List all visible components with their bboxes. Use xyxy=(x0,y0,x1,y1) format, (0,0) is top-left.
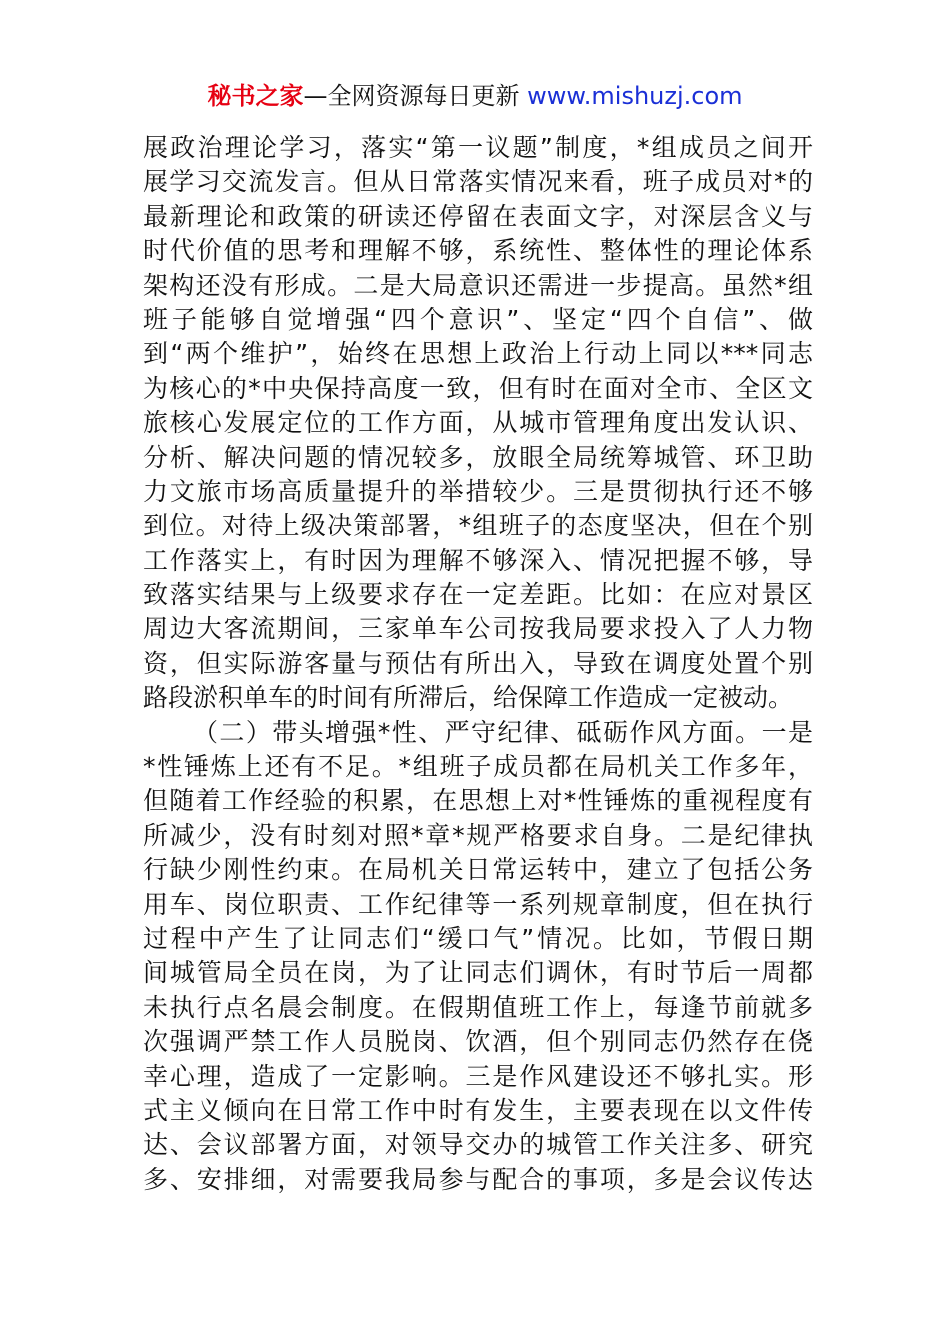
page-header xyxy=(0,80,950,112)
text-line: 间城管局全员在岗，为了让同志们调休，有时节后一周都 xyxy=(143,958,813,988)
text-line: 资，但实际游客量与预估有所出入，导致在调度处置个别 xyxy=(143,648,813,678)
paragraph-1 xyxy=(143,131,813,716)
document-body xyxy=(143,131,813,1197)
header-url-link[interactable]: www.mishuzj.com xyxy=(527,82,743,110)
text-line: 次强调严禁工作人员脱岗、饮酒，但个别同志仍然存在侥 xyxy=(143,1027,813,1057)
text-line: 到“两个维护”，始终在思想上政治上行动上同以***同志 xyxy=(143,339,813,369)
header-tagline: —全网资源每日更新 xyxy=(303,82,528,110)
text-line: 为核心的*中央保持高度一致，但有时在面对全市、全区文 xyxy=(143,373,813,403)
text-line: 班子能够自觉增强“四个意识”、坚定“四个自信”、做 xyxy=(143,304,813,334)
text-line: 架构还没有形成。二是大局意识还需进一步提高。虽然*组 xyxy=(143,270,813,300)
text-line: （二）带头增强*性、严守纪律、砥砺作风方面。一是 xyxy=(193,717,813,747)
text-line: 路段淤积单车的时间有所滞后，给保障工作造成一定被动。 xyxy=(143,683,794,713)
text-line: 式主义倾向在日常工作中时有发生，主要表现在以文件传 xyxy=(143,1095,813,1125)
text-line: 未执行点名晨会制度。在假期值班工作上，每逢节前就多 xyxy=(143,992,813,1022)
text-line: 分析、解决问题的情况较多，放眼全局统筹城管、环卫助 xyxy=(143,442,813,472)
text-line: 力文旅市场高质量提升的举措较少。三是贯彻执行还不够 xyxy=(143,476,813,506)
text-line: 过程中产生了让同志们“缓口气”情况。比如，节假日期 xyxy=(143,923,813,953)
text-line: 展学习交流发言。但从日常落实情况来看，班子成员对*的 xyxy=(143,167,813,197)
text-line: 所减少，没有时刻对照*章*规严格要求自身。二是纪律执 xyxy=(143,820,813,850)
text-line: 用车、岗位职责、工作纪律等一系列规章制度，但在执行 xyxy=(143,889,813,919)
text-line: *性锤炼上还有不足。*组班子成员都在局机关工作多年， xyxy=(143,752,813,782)
text-line: 展政治理论学习，落实“第一议题”制度，*组成员之间开 xyxy=(143,133,813,162)
text-line: 多、安排细，对需要我局参与配合的事项，多是会议传达 xyxy=(143,1164,813,1194)
text-line: 但随着工作经验的积累，在思想上对*性锤炼的重视程度有 xyxy=(143,786,813,816)
text-line: 达、会议部署方面，对领导交办的城管工作关注多、研究 xyxy=(143,1130,813,1160)
paragraph-2 xyxy=(143,716,813,1197)
text-line: 工作落实上，有时因为理解不够深入、情况把握不够，导 xyxy=(143,545,813,575)
text-line: 最新理论和政策的研读还停留在表面文字，对深层含义与 xyxy=(143,201,813,231)
header-brand: 秘书之家 xyxy=(207,82,304,110)
text-line: 致落实结果与上级要求存在一定差距。比如：在应对景区 xyxy=(143,580,813,610)
text-line: 旅核心发展定位的工作方面，从城市管理角度出发认识、 xyxy=(143,408,813,438)
text-line: 幸心理，造成了一定影响。三是作风建设还不够扎实。形 xyxy=(143,1061,813,1091)
text-line: 时代价值的思考和理解不够，系统性、整体性的理论体系 xyxy=(143,236,813,266)
text-line: 周边大客流期间，三家单车公司按我局要求投入了人力物 xyxy=(143,614,813,644)
text-line: 到位。对待上级决策部署，*组班子的态度坚决，但在个别 xyxy=(143,511,813,541)
text-line: 行缺少刚性约束。在局机关日常运转中，建立了包括公务 xyxy=(143,855,813,885)
